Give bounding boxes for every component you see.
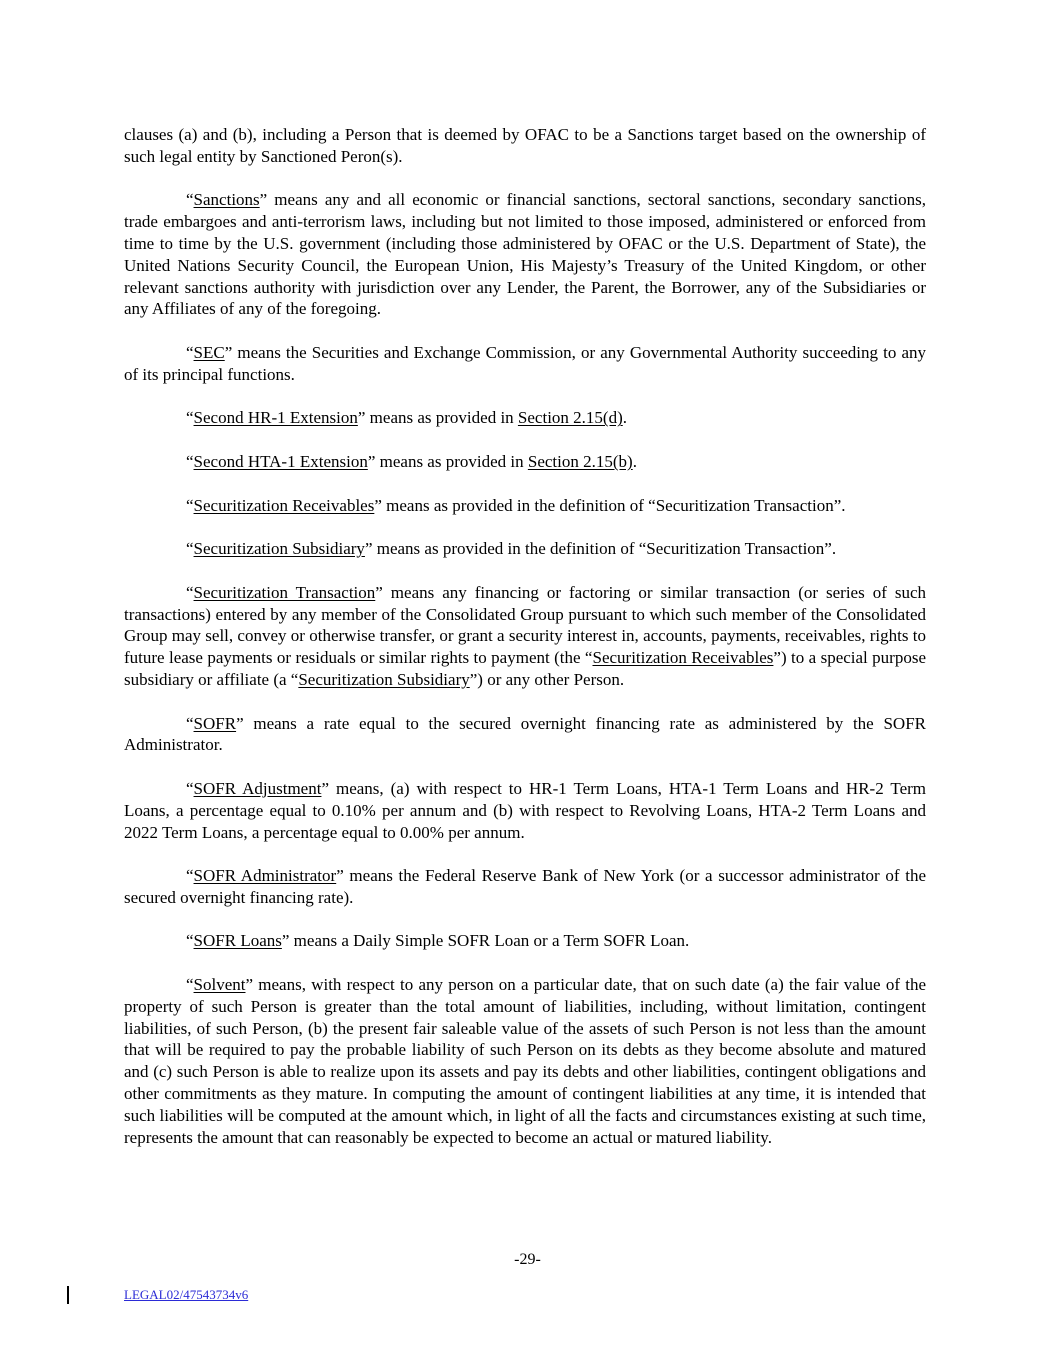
defined-term: SOFR Administrator: [193, 866, 337, 886]
paragraph-text: “: [186, 495, 194, 515]
paragraph-text: “: [186, 190, 194, 210]
paragraph-text: “: [186, 931, 194, 951]
paragraph-text: “: [186, 778, 194, 798]
paragraph-text: “: [186, 342, 194, 362]
paragraph-text: ” means any and all economic or financial sanctions, sectoral sanctions, secondary sanctions, trade embargoes and anti-terrorism laws, including but not limited to those imposed, administered or enforced from time to time by the U.S. government (including those administered by OFAC or the U.S. Department of State), the United Nations Security Council, the European Union, His Majesty’s Treasury of the United Kingdom, or other relevant sanctions authority with jurisdiction over any Lender, the Parent, the Borrower, any of the Subsidiaries or any Affiliates of any of the foregoing.: [124, 190, 926, 319]
paragraph-text: ” means any financing or factoring or similar transaction (or series of such transactions) entered by any member of the Consolidated Group pursuant to which such member of the Consolidated Group may sell, convey or otherwise transfer, or grant a security interest in, accounts, payments, receivables, rights to future lease payments or residuals or similar rights to payment (the “: [124, 582, 926, 668]
defined-term: SOFR Loans: [193, 931, 282, 951]
definition-sofr: [124, 713, 926, 757]
paragraph-text: ” means as provided in: [357, 408, 518, 428]
page-number: -29-: [514, 1251, 541, 1268]
defined-term: Section 2.15(d): [517, 408, 623, 428]
defined-term: SEC: [193, 342, 225, 362]
defined-term: SOFR: [193, 713, 237, 733]
definition-sec: [124, 342, 926, 386]
definition-securitization-receivables: [124, 495, 926, 517]
document-body: [124, 124, 926, 1170]
paragraph-text: clauses (a) and (b), including a Person that is deemed by OFAC to be a Sanctions target based on the ownership of such legal entity by Sanctioned Peron(s).: [124, 125, 926, 166]
paragraph-text: “: [186, 582, 194, 602]
defined-term: Securitization Subsidiary: [298, 669, 470, 689]
defined-term: Solvent: [193, 975, 246, 995]
defined-term: Section 2.15(b): [527, 451, 633, 471]
paragraph-text: ” means as provided in the definition of “Securitization Transaction”.: [374, 495, 846, 515]
definition-second-hta-1-extension: [124, 451, 926, 473]
defined-term: Sanctions: [193, 190, 260, 210]
document-id-link[interactable]: LEGAL02/47543734v6: [124, 1287, 249, 1302]
paragraph-text: ” means as provided in: [367, 451, 528, 471]
defined-term: Second HR-1 Extension: [193, 408, 358, 428]
paragraph-text: ”) to a special purpose subsidiary or affiliate (a “: [124, 648, 926, 689]
paragraph-text: “: [186, 451, 194, 471]
paragraph-text: “: [186, 539, 194, 559]
definition-sanctions: [124, 189, 926, 320]
definition-second-hr-1-extension: [124, 407, 926, 429]
definition-securitization-transaction: [124, 582, 926, 691]
paragraph-text: “: [186, 975, 194, 995]
paragraph-text: “: [186, 713, 194, 733]
paragraph-text: ” means, with respect to any person on a particular date, that on such date (a) the fair value of the property of such Person is greater than the total amount of liabilities, including, without limitation, contingent liabilities, of such Person, (b) the present fair saleable value of the assets of such Person is not less than the amount that will be required to pay the probable liability of such Person on its debts as they become absolute and matured and (c) such Person is able to realize upon its assets and pay its debts and other liabilities, contingent obligations and other commitments as they mature. In computing the amount of contingent liabilities at any time, it is intended that such liabilities will be computed at the amount which, in light of all the facts and circumstances existing at such time, represents the amount that can reasonably be expected to become an actual or matured liability.: [124, 975, 926, 1147]
definition-securitization-subsidiary: [124, 538, 926, 560]
paragraph-text: “: [186, 866, 194, 886]
paragraph-text: .: [632, 451, 637, 471]
defined-term: SOFR Adjustment: [193, 778, 322, 798]
definition-sofr-administrator: [124, 865, 926, 909]
paragraph-text: ” means the Federal Reserve Bank of New York (or a successor administrator of the secured overnight financing rate).: [124, 866, 927, 907]
paragraph-text: ” means, (a) with respect to HR-1 Term Loans, HTA-1 Term Loans and HR-2 Term Loans, a percentage equal to 0.10% per annum and (b) with respect to Revolving Loans, HTA-2 Term Loans and 2022 Term Loans, a percentage equal to 0.00% per annum.: [124, 778, 927, 842]
defined-term: Securitization Transaction: [193, 582, 376, 602]
paragraph-text: “: [186, 408, 194, 428]
defined-term: Second HTA-1 Extension: [193, 451, 368, 471]
definition-solvent: [124, 974, 926, 1148]
paragraph-text: ” means a Daily Simple SOFR Loan or a Term SOFR Loan.: [281, 931, 690, 951]
paragraph-text: ”) or any other Person.: [469, 669, 625, 689]
revision-bar: [67, 1286, 69, 1304]
defined-term: Securitization Receivables: [592, 648, 774, 668]
paragraph-continuation: [124, 124, 926, 168]
defined-term: Securitization Subsidiary: [193, 539, 365, 559]
paragraph-text: ” means as provided in the definition of “Securitization Transaction”.: [364, 539, 837, 559]
paragraph-text: .: [622, 408, 627, 428]
definition-sofr-loans: [124, 930, 926, 952]
defined-term: Securitization Receivables: [193, 495, 375, 515]
definition-sofr-adjustment: [124, 778, 926, 843]
paragraph-text: ” means a rate equal to the secured overnight financing rate as administered by the SOFR Administrator.: [124, 713, 926, 755]
paragraph-text: ” means the Securities and Exchange Commission, or any Governmental Authority succeeding to any of its principal functions.: [124, 342, 926, 384]
